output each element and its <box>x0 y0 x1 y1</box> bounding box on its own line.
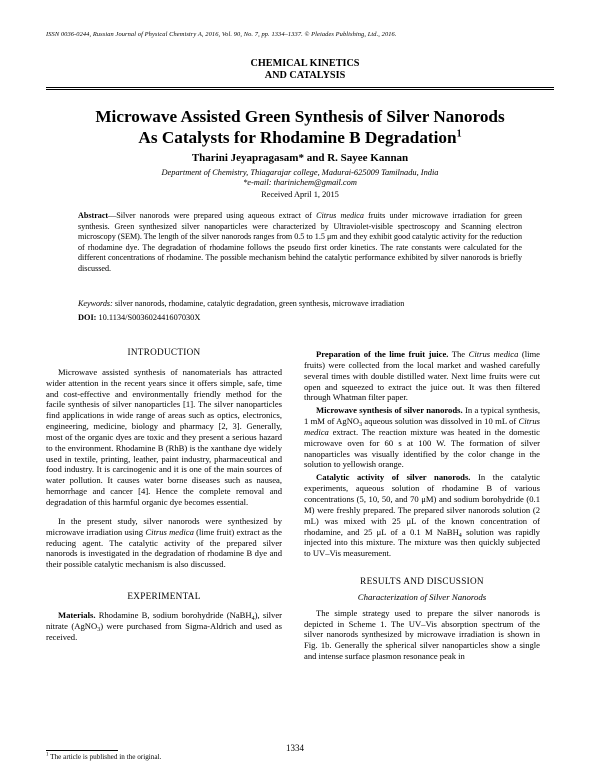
journal-citation-line: ISSN 0036-0244, Russian Journal of Physical Chemistry A, 2016, Vol. 90, No. 7, pp. 1334–1337. © Pleiades Publishing, Ltd., 2016. <box>46 31 397 38</box>
materials-paragraph: Materials. Rhodamine B, sodium borohydride (NaBH$_4$), silver nitrate (AgNO$_3$) were purchased from Sigma-Aldrich and used as received. <box>46 609 282 642</box>
page-number: 1334 <box>286 743 304 753</box>
author-affiliation <box>60 168 540 188</box>
right-column <box>304 349 540 662</box>
materials-label: Materials. <box>58 609 96 620</box>
characterization-subheading: Characterization of Silver Nanorods <box>357 591 487 602</box>
microwave-synthesis-paragraph: Microwave synthesis of silver nanorods. In a typical synthesis, 1 mM of AgNO$_3$ aqueous solution was dissolved in 10 mL of Citrus medica extract. The reaction mixture was heated in the domestic microwave oven for 60 s at 100 W. The formation of silver nanoparticles was visually identified by the color change in the solution to yellowish orange. <box>304 405 540 470</box>
article-authors: Tharini Jeyapragasam* and R. Sayee Kannan <box>191 152 409 164</box>
article-title-line2: As Catalysts for Rhodamine B Degradation$^1$ <box>138 128 462 147</box>
section-tag-line1: CHEMICAL KINETICS <box>250 58 360 69</box>
results-heading: RESULTS AND DISCUSSION <box>360 576 484 587</box>
abstract: Abstract—Silver nanorods were prepared using aqueous extract of Citrus medica fruits under microwave irradiation for green synthesis. Green synthesized silver nanoparticles were characterized by Ultraviolet-visible spectroscopy and Scanning electron microscopy (SEM). The length of the silver nanorods ranges from 0.5 to 1.5 μm and they exhibit good catalytic activity for the reduction of rhodamine dye. The degradation of rhodamine follows the pseudo first order kinetics. The rate constants were calculated for the different concentrations of rhodamine. The possible mechanism behind the catalytic performance exhibited by silver nanorods is briefly discussed. <box>78 211 523 273</box>
received-date: Received April 1, 2015 <box>261 190 339 199</box>
section-tag <box>228 58 382 81</box>
catalytic-activity-paragraph: Catalytic activity of silver nanorods. In the catalytic experiments, aqueous solution of rhodamine B of various concentrations (5, 10, 50, and 70 μM) and sodium borohydride (0.1 M) were freshly prepared. The prepared silver nanorods solution (2 mL) was mixed with 25 μL of the known concentration of rhodamine, and 25 μL of a 0.1 M NaBH$_4$ solution was rapidly injected into this mixture. The mixture was then quickly subjected to UV–Vis measurement. <box>304 472 540 559</box>
header-rule-thick <box>46 87 554 88</box>
header-rule-thin <box>46 89 554 90</box>
author-email: *e-mail: tharinichem@gmail.com <box>243 178 357 188</box>
doi-label: DOI: <box>78 313 97 322</box>
keywords-label: Keywords: <box>78 299 113 308</box>
doi <box>78 313 200 322</box>
keywords: Keywords: silver nanorods, rhodamine, catalytic degradation, green synthesis, microwave irradiation <box>78 299 405 308</box>
article-title <box>60 106 540 148</box>
introduction-paragraph-1: Microwave assisted synthesis of nanomaterials has attracted wider attention in the recent years since it offers simple, safe, time and cost-effective and environmentally friendly method for the facile synthesis of silver nanoparticles [1]. The silver nanoparticles find applications in wide range of areas such as optics, electronics, engineering, medicine, biology and pharmacy [2, 3]. Generally, most of the organic dyes are toxic and they present a serious hazard to the environment. Rhodamine B (RhB) is the xanthane dye widely used in textile, printing, leather, paint industry, pharmaceutical and food industry. It is carcinogenic and it is one of the main sources of water pollution. It causes water borne diseases such as nausea, hemorrhage and cancer [4]. Hence the complete removal and degradation of this harmful organic dye becomes essential. <box>46 366 282 507</box>
left-column <box>46 347 282 642</box>
footnote: $^1$ The article is published in the original. <box>46 752 162 761</box>
introduction-heading: INTRODUCTION <box>127 347 201 357</box>
abstract-label: Abstract <box>78 211 109 220</box>
footnote-rule <box>46 750 118 751</box>
experimental-heading: EXPERIMENTAL <box>127 591 201 602</box>
preparation-label: Preparation of the lime fruit juice. <box>316 349 449 359</box>
introduction-paragraph-2: In the present study, silver nanorods were synthesized by microwave irradiation using Citrus medica (lime fruit) extract as the reducing agent. The catalytic activity of the prepared silver nanorods is investigated in the degradation of rhodamine B dye and their possible catalytic mechanism is also discussed. <box>46 515 282 570</box>
article-title-line1: Microwave Assisted Green Synthesis of Silver Nanorods <box>95 107 505 126</box>
doi-value: 10.1134/S003602441607030X <box>98 313 201 322</box>
affiliation-text: Department of Chemistry, Thiagarajar college, Madurai-625009 Tamilnadu, India <box>161 168 439 177</box>
catalytic-activity-label: Catalytic activity of silver nanorods. <box>316 472 471 483</box>
footnote-mark: 1 <box>46 752 49 758</box>
title-footnote-mark: 1 <box>456 128 462 140</box>
preparation-paragraph: Preparation of the lime fruit juice. The Citrus medica (lime fruits) were collected from the local market and washed carefully several times with double distilled water. Next lime fruits were cut open and squeezed to extract the juice out. It was then filtered through Whatman filter paper. <box>304 349 540 403</box>
microwave-synthesis-label: Microwave synthesis of silver nanorods. <box>316 405 463 416</box>
characterization-paragraph: The simple strategy used to prepare the silver nanorods is depicted in Scheme 1. The UV–Vis absorption spectrum of the silver nanorods synthesized by microwave irradiation is shown in Fig. 1b. Generally the spherical silver nanoparticles show a single and intense surface plasmon resonance peak in <box>304 607 540 662</box>
section-tag-line2: AND CATALYSIS <box>264 69 346 81</box>
